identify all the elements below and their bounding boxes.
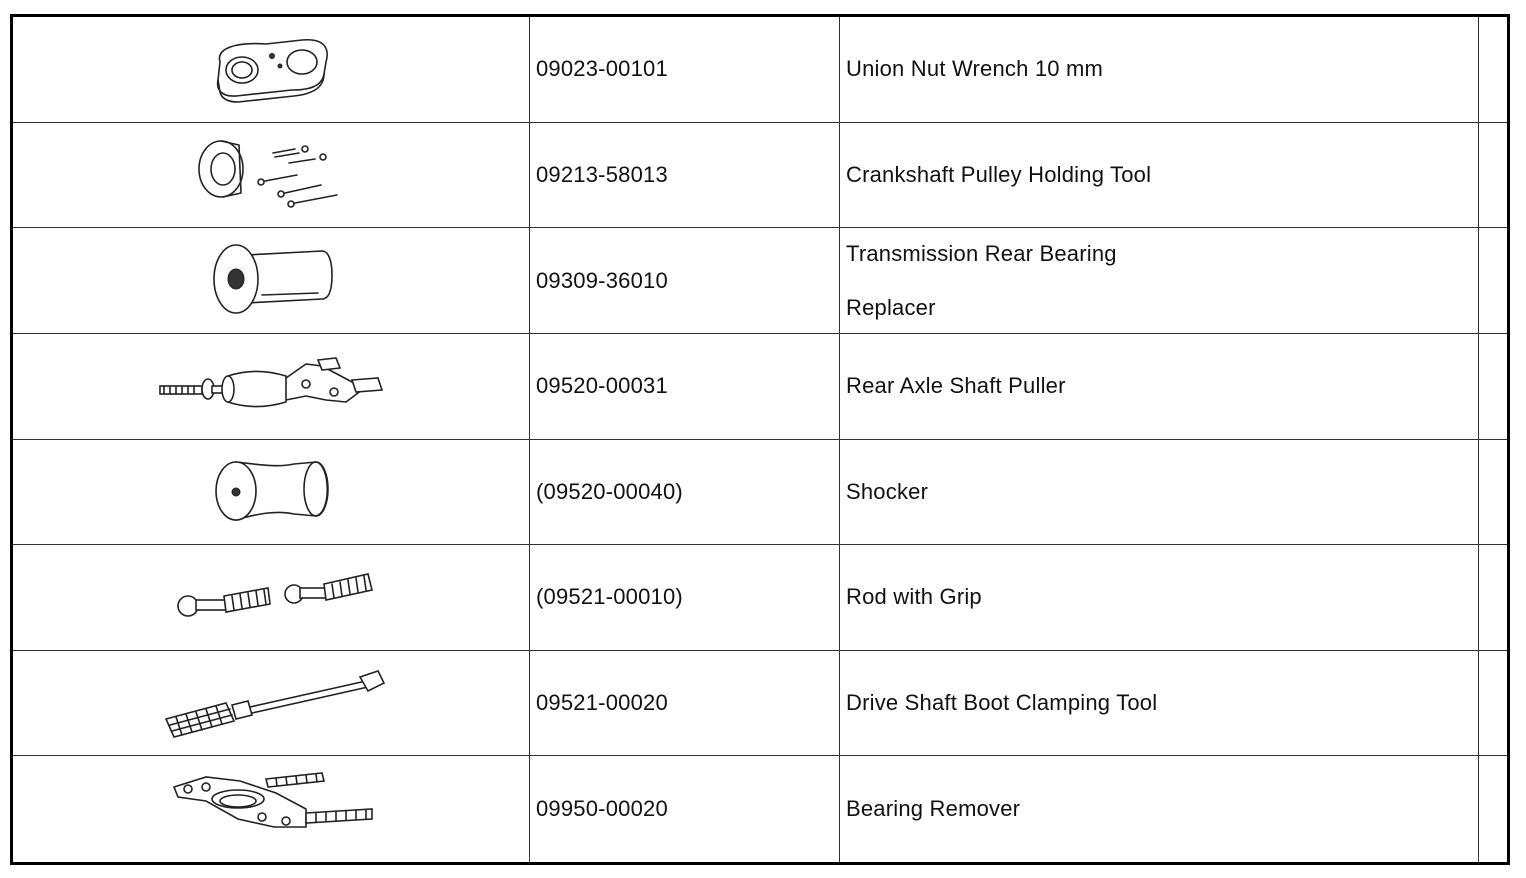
- axle-shaft-puller-icon: [156, 356, 386, 416]
- part-number-cell: [530, 756, 840, 862]
- description: Drive Shaft Boot Clamping Tool: [846, 690, 1158, 716]
- description-cell: [840, 440, 1479, 546]
- part-number-cell: [530, 123, 840, 229]
- bearing-replacer-icon: [206, 241, 336, 321]
- tool-illustration-cell: [13, 334, 530, 440]
- tools-table: [10, 14, 1510, 865]
- union-nut-wrench-icon: [206, 34, 336, 104]
- part-number: 09309-36010: [536, 267, 668, 293]
- notes-cell: [1479, 17, 1507, 123]
- description: Rear Axle Shaft Puller: [846, 373, 1066, 399]
- notes-cell: [1479, 756, 1507, 862]
- description-cell: [840, 228, 1479, 334]
- notes-cell: [1479, 440, 1507, 546]
- notes-cell: [1479, 123, 1507, 229]
- notes-cell: [1479, 334, 1507, 440]
- description-cell: [840, 756, 1479, 862]
- description-cell: [840, 545, 1479, 651]
- part-number-cell: [530, 545, 840, 651]
- part-number-cell: [530, 440, 840, 546]
- description-cell: [840, 17, 1479, 123]
- description-line-2: Replacer: [846, 294, 936, 320]
- description: Rod with Grip: [846, 584, 982, 610]
- notes-cell: [1479, 228, 1507, 334]
- part-number-cell: [530, 228, 840, 334]
- part-number-cell: [530, 17, 840, 123]
- description: Crankshaft Pulley Holding Tool: [846, 161, 1152, 187]
- tool-illustration-cell: [13, 17, 530, 123]
- tool-illustration-cell: [13, 440, 530, 546]
- description-cell: [840, 123, 1479, 229]
- description: Union Nut Wrench 10 mm: [846, 56, 1104, 82]
- part-number: 09520-00031: [536, 373, 668, 399]
- tool-illustration-cell: [13, 651, 530, 757]
- part-number: 09950-00020: [536, 796, 668, 822]
- tool-illustration-cell: [13, 756, 530, 862]
- notes-cell: [1479, 651, 1507, 757]
- notes-cell: [1479, 545, 1507, 651]
- bearing-remover-icon: [166, 769, 376, 849]
- rod-with-grip-icon: [166, 562, 376, 632]
- part-number: 09521-00020: [536, 690, 668, 716]
- shocker-icon: [206, 452, 336, 532]
- tool-illustration-cell: [13, 545, 530, 651]
- tool-illustration-cell: [13, 228, 530, 334]
- description: Bearing Remover: [846, 796, 1021, 822]
- part-number: 09213-58013: [536, 161, 668, 187]
- description-cell: [840, 334, 1479, 440]
- description-cell: [840, 651, 1479, 757]
- part-number: 09023-00101: [536, 56, 668, 82]
- part-number: (09520-00040): [536, 478, 683, 504]
- part-number: (09521-00010): [536, 584, 683, 610]
- description: Shocker: [846, 478, 929, 504]
- description-line-1: Transmission Rear Bearing: [846, 240, 1117, 266]
- tools-grid: [13, 17, 1507, 862]
- part-number-cell: [530, 651, 840, 757]
- pulley-holding-tool-icon: [191, 135, 351, 215]
- tool-illustration-cell: [13, 123, 530, 229]
- part-number-cell: [530, 334, 840, 440]
- boot-clamping-tool-icon: [156, 663, 386, 743]
